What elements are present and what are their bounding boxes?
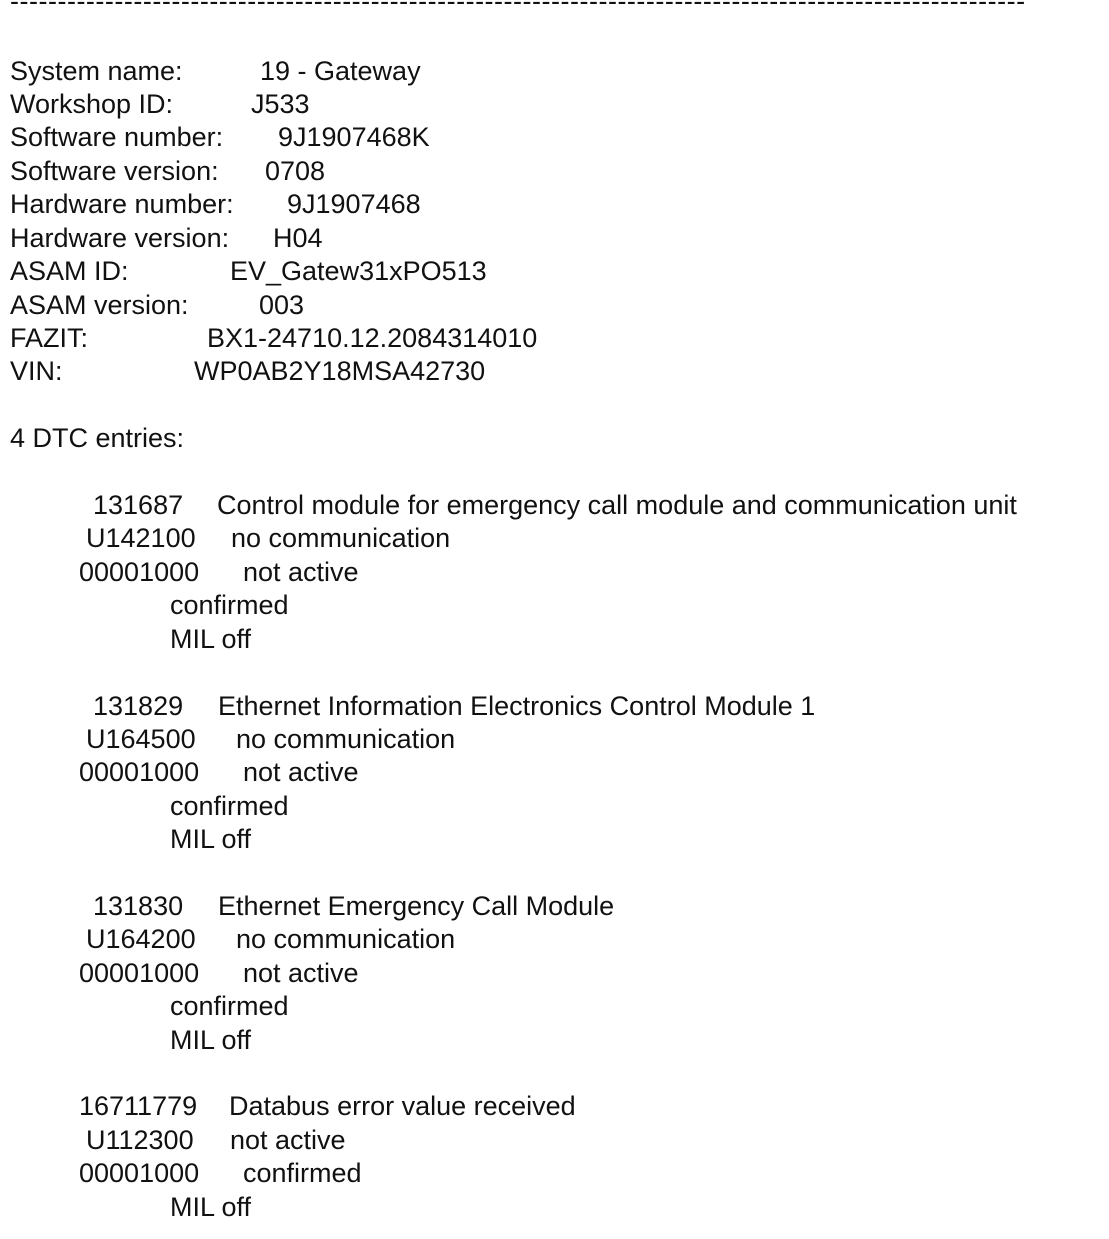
dtc-mil-status: MIL off [170,1192,252,1222]
asam-version-value: 003 [259,290,305,320]
dtc-fault-text: no communication [236,924,456,954]
workshop-id-label: Workshop ID: [10,89,174,119]
dtc-fault-code: U164500 [86,724,196,754]
dtc-status: not active [243,757,359,787]
dtc-description: Databus error value received [229,1091,576,1121]
system-name-value: 19 - Gateway [260,56,421,86]
dtc-code: 131830 [93,891,184,921]
asam-id-value: EV_Gatew31xPO513 [230,256,487,286]
dtc-status-bits: 00001000 [79,757,200,787]
vin-label: VIN: [10,356,63,386]
dtc-status: not active [243,958,359,988]
dtc-status-bits: 00001000 [79,958,200,988]
dtc-code: 16711779 [79,1091,198,1121]
hardware-version-label: Hardware version: [10,223,230,253]
dtc-code: 131687 [93,490,184,520]
dtc-status-bits: 00001000 [79,1158,200,1188]
fazit-label: FAZIT: [10,323,89,353]
dtc-mil-status: MIL off [170,624,252,654]
fazit-value: BX1-24710.12.2084314010 [207,323,538,353]
dtc-mil-status: MIL off [170,824,252,854]
asam-version-label: ASAM version: [10,290,189,320]
hardware-number-label: Hardware number: [10,189,234,219]
software-number-value: 9J1907468K [278,122,430,152]
system-name-label: System name: [10,56,183,86]
software-number-label: Software number: [10,122,224,152]
hardware-version-value: H04 [273,223,323,253]
dtc-status-bits: 00001000 [79,557,200,587]
asam-id-label: ASAM ID: [10,256,129,286]
dtc-fault-code: U164200 [86,924,196,954]
dtc-code: 131829 [93,691,184,721]
hardware-number-value: 9J1907468 [287,189,421,219]
dtc-description: Ethernet Emergency Call Module [218,891,615,921]
vin-value: WP0AB2Y18MSA42730 [194,356,486,386]
dtc-status: confirmed [243,1158,362,1188]
dtc-fault-code: U142100 [86,523,196,553]
dtc-fault-text: not active [230,1125,346,1155]
dtc-fault-text: no communication [236,724,456,754]
dtc-mil-status: MIL off [170,1025,252,1055]
dtc-fault-code: U112300 [86,1125,194,1155]
dtc-description: Control module for emergency call module and communication unit [217,490,1017,520]
dtc-count: 4 DTC entries: [10,423,185,453]
separator-line: ----------------------------------------------------------------------------------------------------------- [10,0,1026,16]
software-version-label: Software version: [10,156,219,186]
dtc-description: Ethernet Information Electronics Control Module 1 [218,691,816,721]
dtc-status: confirmed [170,791,289,821]
software-version-value: 0708 [265,156,326,186]
dtc-status: confirmed [170,991,289,1021]
dtc-fault-text: no communication [231,523,451,553]
dtc-status: not active [243,557,359,587]
dtc-status: confirmed [170,590,289,620]
workshop-id-value: J533 [251,89,310,119]
